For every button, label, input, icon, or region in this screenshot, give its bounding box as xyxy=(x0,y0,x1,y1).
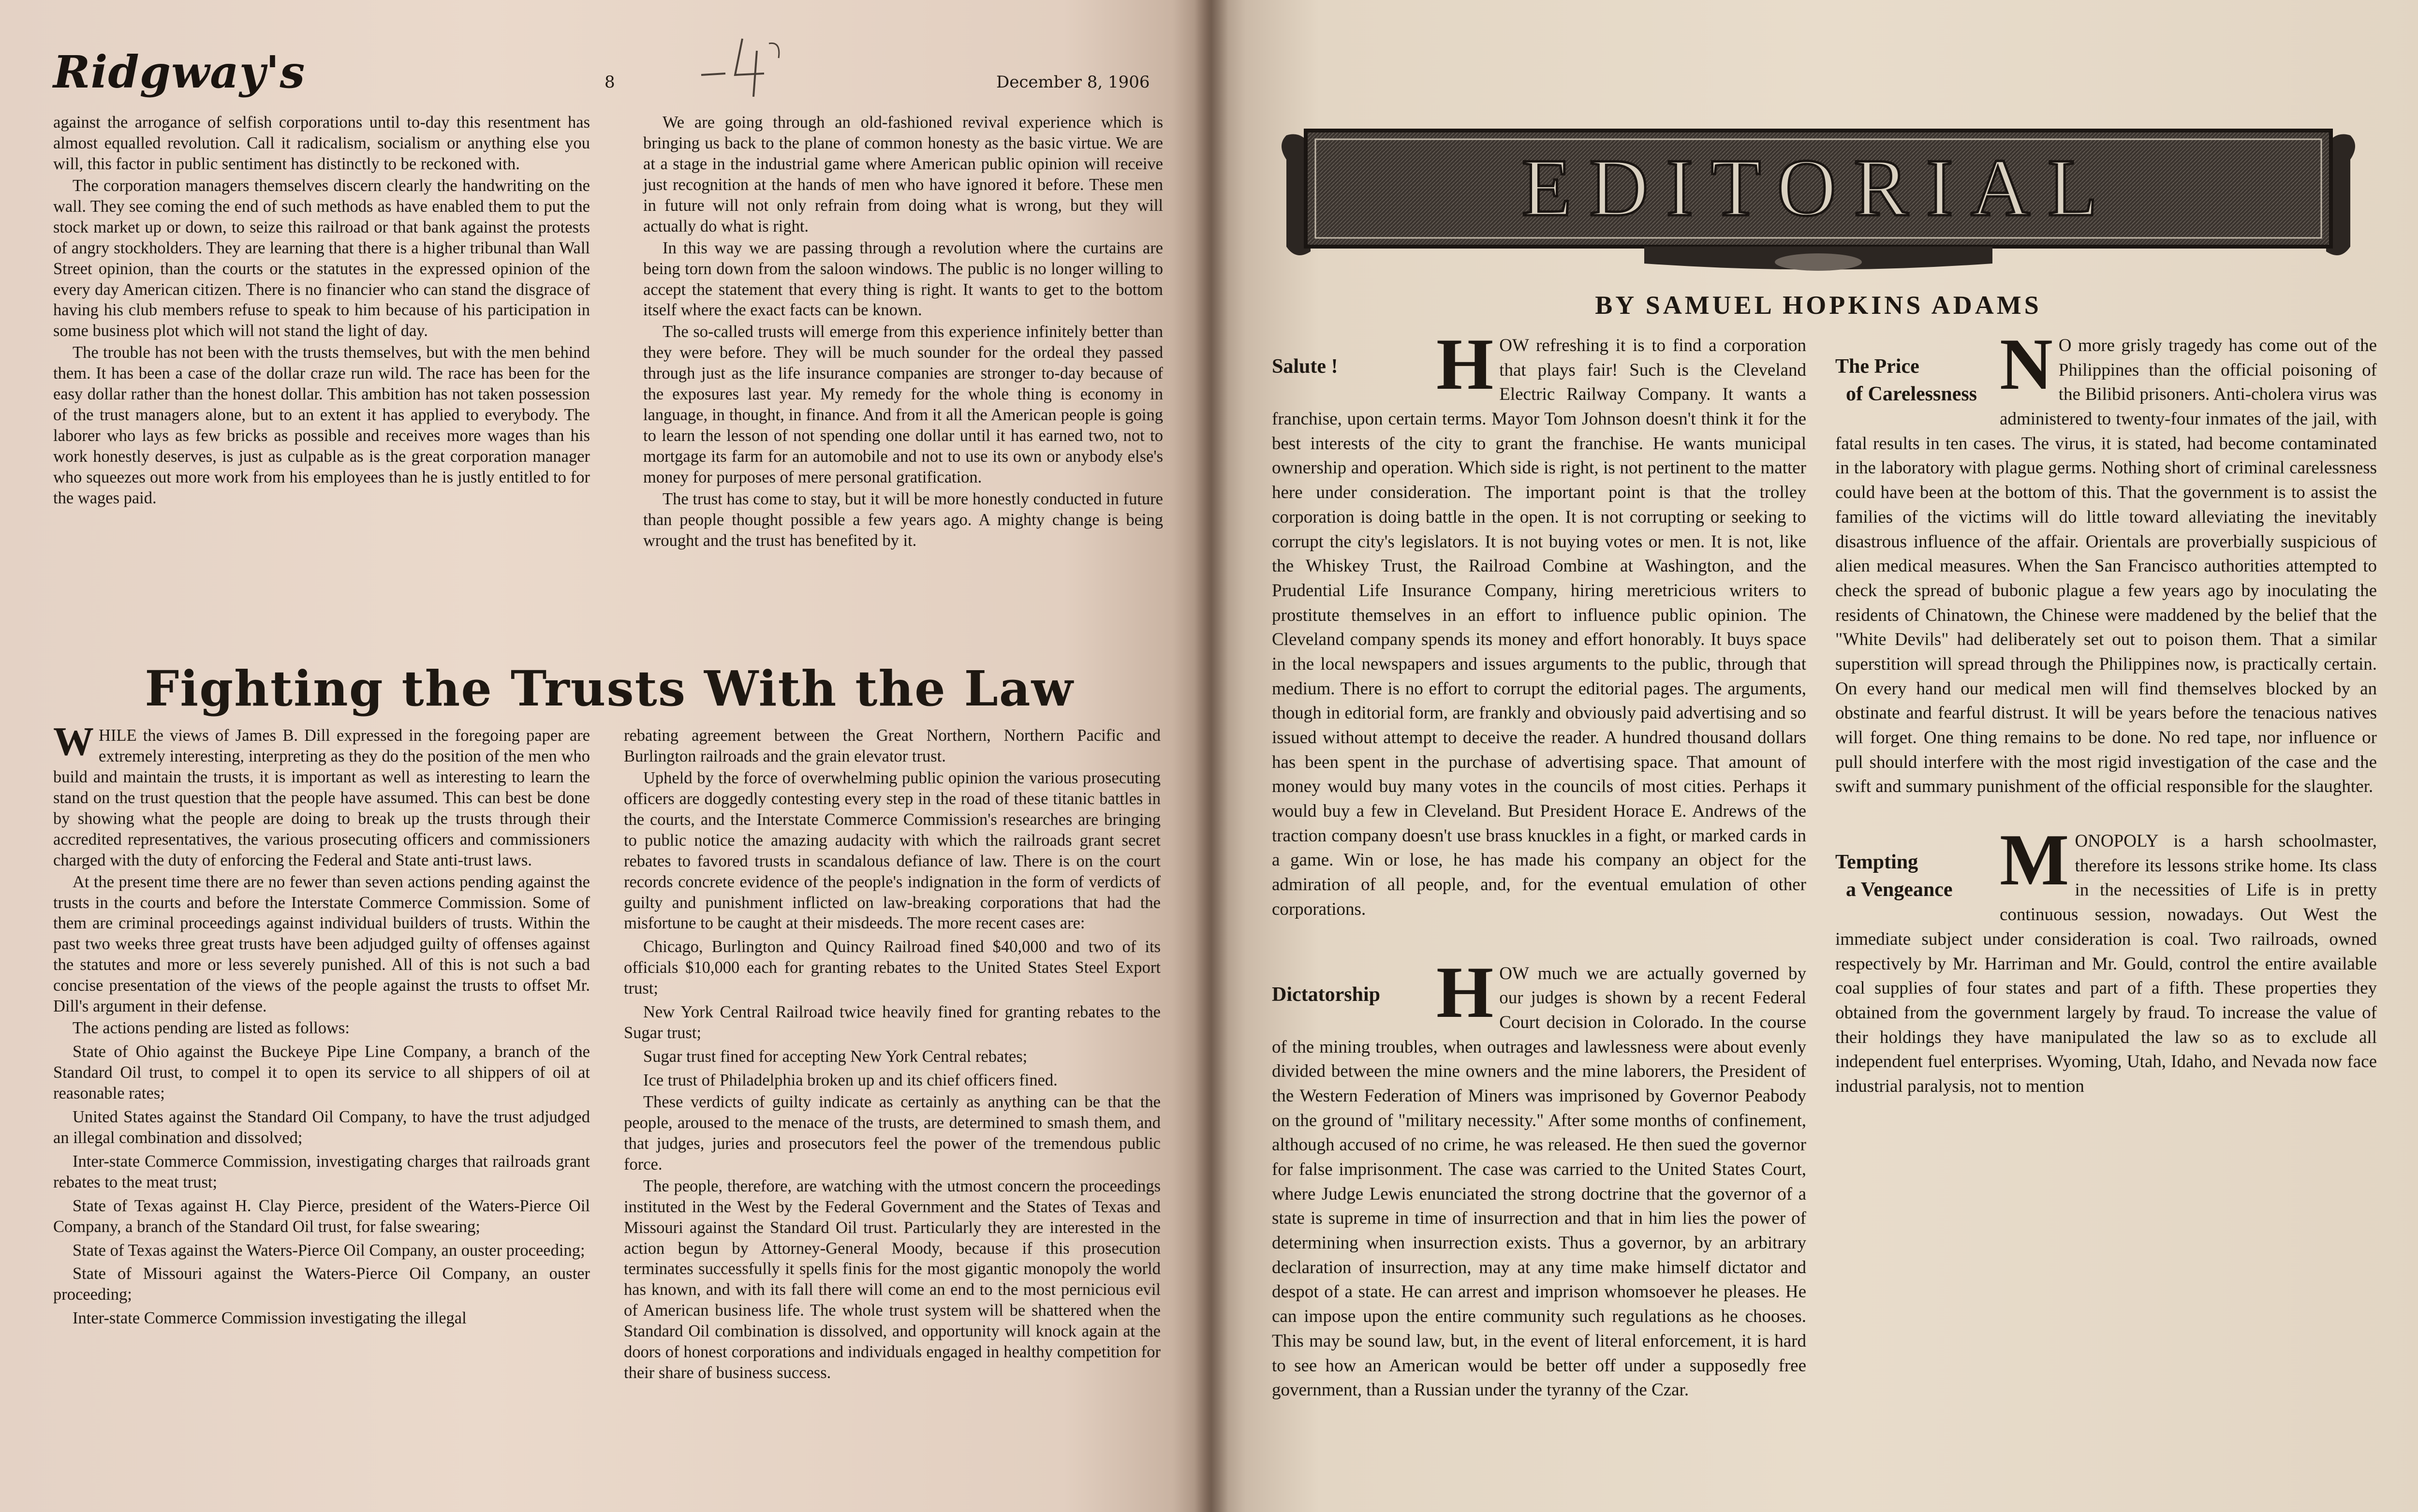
section-title-tempting: Tempting a Vengeance xyxy=(1835,851,1953,901)
drop-cap: W xyxy=(53,719,94,764)
issue-date: December 8, 1906 xyxy=(996,73,1150,92)
paragraph: HOW much we are actually governed by our judges is shown by a recent Federal Court decision in Colorado. In the course of the mining troubles, when outrages and lawlessness were about evenly divided between the mine owners and the mine laborers, the President of the Western Federation of Miners was imprisoned by Governor Peabody on the ground of "military necessity." After some months of confinement, although accused of no crime, he was released. He then sued the governor for false imprisonment. The case was carried to the United States Court, where Judge Lewis enunciated the strong doctrine that the governor of a state is supreme in time of insurrection and that in him lies the power of determining when insurrection exists. Thus a governor, by an arbitrary declaration of insurrection, may at any time make himself dictator and despot of a state. He can arrest and imprison whomsoever he pleases. He can impose upon the entire community such regulations as he chooses. This may be sound law, but, in the event of literal enforcement, it is hard to see how an American would be better off under a supposedly free government, than a Russian under the tyranny of the Czar. xyxy=(1272,951,1806,1400)
drop-cap: H xyxy=(1436,951,1494,1033)
list-item: New York Central Railroad twice heavily fined for granting rebates to the Sugar trust; xyxy=(624,1003,1161,1042)
paragraph: At the present time there are no fewer than seven actions pending against the trusts in the courts and before the Interstate Commerce Commission. Some of them are criminal proceedings against individual builders of trusts. Within the past two weeks three great trusts have been adjudged guilty of offenses against the statutes and more or less severely punished. All of this is not such a bad concise presentation of the views of the people against the trusts to offset Mr. Dill's argument in their defense. xyxy=(53,872,590,1016)
editorial-dictatorship xyxy=(1272,951,1806,1403)
article-column-1 xyxy=(53,719,590,1330)
list-item: State of Texas against H. Clay Pierce, president of the Waters-Pierce Oil Company, a branch of the Standard Oil trust, for false swearing; xyxy=(53,1196,590,1236)
section-title-price: The Price of Carelessness xyxy=(1835,355,1977,405)
editorial-banner-text: EDITORIAL xyxy=(1521,142,2115,233)
list-item: United States against the Standard Oil Company, to have the trust adjudged an illegal combination and dissolved; xyxy=(53,1107,590,1147)
page-number: 8 xyxy=(604,73,615,92)
paragraph: against the arrogance of selfish corporations until to-day this resentment has almost equalled revolution. Call it radicalism, socialism or anything else you will, this factor in public sentiment has distinctly to be reckoned with. xyxy=(53,113,590,173)
editorial-salute xyxy=(1272,323,1806,922)
list-item: Inter-state Commerce Commission, investigating charges that railroads grant rebates to the meat trust; xyxy=(53,1152,590,1191)
section-title-salute: Salute ! xyxy=(1272,355,1338,378)
paragraph: The people, therefore, are watching with the utmost concern the proceedings instituted in the West by the Federal Government and the States of Texas and Missouri against the Standard Oil trust. Particularly they are interested in the action begun by Attorney-General Moody, because if this prosecution terminates successfully it spells finis for the most gigantic monopoly the world has known, and with its fall there will come an end to the most pernicious evil of American business life. The whole trust system will be shattered when the Standard Oil combination is dissolved, and opportunity will knock again at the doors of honest corporations and individuals engaged in healthy competition for their share of business success. xyxy=(624,1176,1161,1382)
paragraph: The trust has come to stay, but it will be more honestly conducted in future than people thought possible a few years ago. A mighty change is being wrought and the trust has benefited by it. xyxy=(643,489,1163,550)
paragraph: In this way we are passing through a revolution where the curtains are being torn down from the saloon windows. The public is no longer willing to accept the statement that every thing is right. It wants to get to the bottom itself where the exact facts can be known. xyxy=(643,238,1163,320)
paragraph: We are going through an old-fashioned revival experience which is bringing us back to the plane of common honesty as the basic virtue. We are at a stage in the industrial game where American public opinion will receive just recognition at the hands of men who have ignored it before. These men in future will not only refrain from doing what is wrong, but they will actually do what is right. xyxy=(643,113,1163,235)
article-headline: Fighting the Trusts With the Law xyxy=(145,660,1074,717)
section-title-dictatorship: Dictatorship xyxy=(1272,983,1380,1006)
paragraph: The so-called trusts will emerge from this experience infinitely better than they were before. They will be much sounder for the ordeal they passed through just as the life insurance companies are stronger to-day because of the exposures last year. My remedy for the whole thing is economy in language, in thought, in finance. And from it all the American people is going to learn the lesson of not spending one dollar until it has earned two, not to mortgage its farm for an automobile and not to use its own or anybody else's money for purposes of mere personal gratification. xyxy=(643,323,1163,486)
list-item: Chicago, Burlington and Quincy Railroad fined $40,000 and two of its officials $10,000 each for granting rebates to the United States Steel Export trust; xyxy=(624,938,1161,998)
editorial-tempting-a-vengeance xyxy=(1835,819,2377,1099)
paragraph: N O more grisly tragedy has come out of the Philippines than the official poisoning of the Bilibid prisoners. Anti-cholera virus was administered to twenty-four inmates of the jail, with fatal results in ten cases. The virus, it is stated, had become contaminated in the laboratory with plague germs. Nothing short of criminal carelessness could have been at the bottom of this. That the government is to assist the families of the victims will do little toward alleviating the inevitably disastrous influence of the affair. Orientals are proverbially suspicious of alien medical measures. When the San Francisco authorities attempted to check the spread of bubonic plague a few years ago by inoculating the residents of Chinatown, the Chinese were maddened by the belief that the "White Devils" had deliberately set out to poison them. That a similar superstition will spread through the Philippines now, is practically certain. On every hand our medical men will find themselves blocked by an obstinate and fearful distrust. It will be years before the tenacious natives will forget. One thing remains to be done. No red tape, nor influence or pull should interfere with the most rigid investigation of the case and the swift and summary punishment of the official responsible for the slaughter. xyxy=(1835,323,2377,797)
drop-cap: H xyxy=(1436,323,1494,405)
continued-column-2 xyxy=(643,112,1163,552)
masthead-logo: Ridgway's xyxy=(53,46,306,98)
continued-column-1 xyxy=(53,112,590,510)
list-item: State of Missouri against the Waters-Pierce Oil Company, an ouster proceeding; xyxy=(53,1264,590,1304)
pencil-mark xyxy=(696,29,808,102)
paragraph: The corporation managers themselves discern clearly the handwriting on the wall. They see coming the end of such methods as have enabled them to put the stock market up or down, to seize this railroad or that bank against the protests of angry stockholders. They are learning that there is a higher tribunal than Wall Street opinion, than the courts or the statutes in the expressed opinion of the every day American citizen. There is no financier who can stand the disgrace of having his club members refuse to speak to him because of his participation in some business plot which will not stand the light of day. xyxy=(53,176,590,340)
article-column-2 xyxy=(624,725,1161,1384)
paragraph: Upheld by the force of overwhelming public opinion the various prosecuting officers are doggedly contesting every step in the road of these titanic battles in the courts, and the Interstate Commerce Commission's researches are bringing to public notice the amazing audacity with which the railroads grant secret rebates to favored trusts in scandalous defiance of law. There is on the court records concrete evidence of the people's indignation in the form of verdicts of guilty and punishment inflicted on law-breaking corporations that had the misfortune to be caught at their misdeeds. The more recent cases are: xyxy=(624,768,1161,933)
paragraph: These verdicts of guilty indicate as certainly as anything can be that the people, aroused to the menace of the trusts, are determined to smash them, and that judges, juries and prosecutors feel the power of the tremendous public force. xyxy=(624,1092,1161,1174)
editorial-banner xyxy=(1277,116,2360,276)
list-item: Sugar trust fined for accepting New York Central rebates; xyxy=(643,1047,1028,1066)
drop-cap: N xyxy=(2000,323,2053,405)
list-item: State of Texas against the Waters-Pierce Oil Company, an ouster proceeding; xyxy=(73,1241,585,1260)
list-item: State of Ohio against the Buckeye Pipe Line Company, a branch of the Standard Oil trust, to compel it to open its service to all shippers of oil at reasonable rates; xyxy=(53,1042,590,1102)
paragraph: rebating agreement between the Great Northern, Northern Pacific and Burlington railroads and the grain elevator trust. xyxy=(624,726,1161,765)
editorial-column-2 xyxy=(1835,323,2377,1100)
paragraph: The trouble has not been with the trusts themselves, but with the men behind them. It has been a case of the dollar craze run wild. The race has been for the easy dollar rather than the honest dollar. This ambition has not taken possession of the trust managers alone, but to an extent it has applied to everybody. The laborer who lays as few bricks as possible and receives more wages than his work honestly deserves, is just as culpable as is the great corporation manager who squeezes out more work from his employees than he is justly entitled to for the wages paid. xyxy=(53,343,590,507)
list-item: Inter-state Commerce Commission investigating the illegal xyxy=(73,1309,467,1328)
list-item: Ice trust of Philadelphia broken up and its chief officers fined. xyxy=(643,1071,1058,1089)
paragraph: HOW refreshing it is to find a corporation that plays fair! Such is the Cleveland Electric Railway Company. It wants a franchise, upon certain terms. Mayor Tom Johnson doesn't think it for the best interests of the city to grant the franchise. He wants municipal ownership and operation. Which side is right, is not pertinent to the matter here under consideration. The important point is that the trolley corporation is doing battle in the open. It is not corrupting or seeking to corrupt the city's legislators. It is not buying votes or men. It is not, like the Whiskey Trust, the Railroad Combine at Washington, and the Prudential Life Insurance Company, hiring meretricious writers to prostitute themselves in an effort to influence public opinion. The Cleveland company spends its money and effort honorably. It buys space in the local newspapers and issues arguments to the public, through that medium. There is no effort to corrupt the editorial pages. The arguments, though in editorial form, are frankly and obviously paid advertising and so issued without attempt to deceive the reader. A hundred thousand dollars has been spent in the purchase of advertising space. That amount of money would buy many votes in the councils of most cities. Perhaps it would buy a few in Cleveland. But President Horace E. Andrews of the traction company doesn't use brass knuckles in a fight, or marked cards in a game. Win or lose, he has made his company an object for the admiration of all people, and, for the eventual emulation of other corporations. xyxy=(1272,323,1806,919)
lead-paragraph: WHILE the views of James B. Dill expressed in the foregoing paper are extremely interesting, interpreting as they do the position of the men who build and maintain the trusts, it is important as well as interesting to learn the stand on the trust question that the people have assumed. This can best be done by showing what the people are doing to break up the trusts through their accredited representatives, the various prosecuting officers and commissioners charged with the duty of enforcing the Federal and State anti-trust laws. xyxy=(53,719,590,869)
paragraph: MONOPOLY is a harsh schoolmaster, therefore its lessons strike home. Its class in the necessities of Life is in pretty continuous session, nowadays. Out West the immediate subject under consideration is coal. Two railroads, owned respectively by Mr. Harriman and Mr. Gould, control the entire available coal supplies of four states and part of a fifth. These properties they obtained from the government largely by fraud. To increase the value of their holdings they have manipulated the law so as to exclude all independent fuel enterprises. Wyoming, Utah, Idaho, and Nevada now face industrial paralysis, not to mention xyxy=(1835,819,2377,1096)
book-gutter xyxy=(1194,0,1228,1512)
drop-cap: M xyxy=(2000,819,2069,901)
byline: BY SAMUEL HOPKINS ADAMS xyxy=(1595,291,2042,320)
paragraph: The actions pending are listed as follows: xyxy=(73,1019,350,1038)
editorial-column-1 xyxy=(1272,323,1806,1404)
editorial-price-of-carelessness xyxy=(1835,323,2377,799)
